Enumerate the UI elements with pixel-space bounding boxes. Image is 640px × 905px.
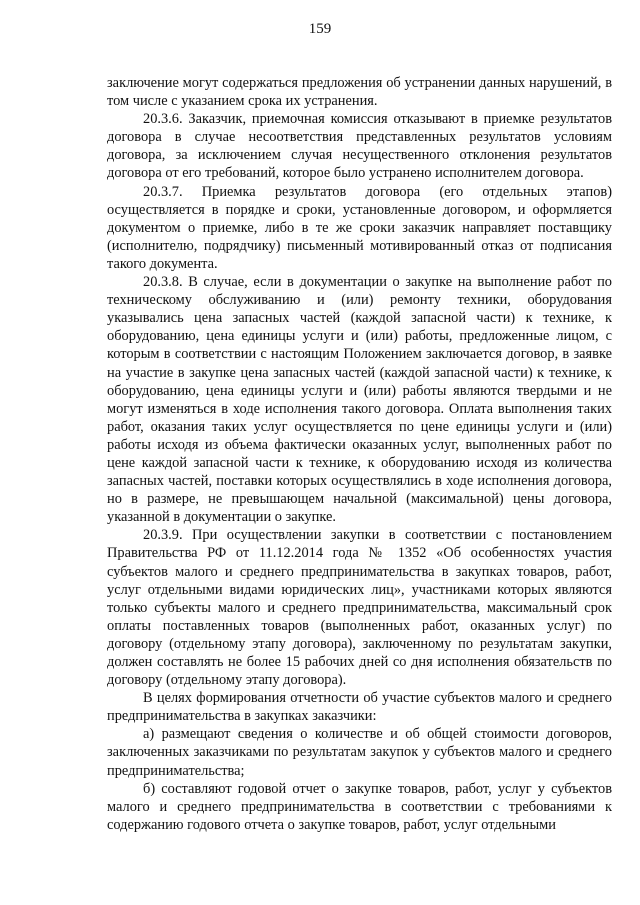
paragraph-20-3-6: 20.3.6. Заказчик, приемочная комиссия отказывают в приемке результатов договора в случае несоответствия представленных результатов условиям договора, за исключением случая несущественного отклонения результатов договора от его требований, которое было устранено исполнителем договора. [107,111,612,182]
paragraph-continuation: заключение могут содержаться предложения об устранении данных нарушений, в том числе с указанием срока их устранения. [107,75,612,110]
paragraph-20-3-8: 20.3.8. В случае, если в документации о закупке на выполнение работ по техническому обслуживанию и (или) ремонту техники, оборудования указывались цена запасных частей (каждой запасной части) к технике, к оборудованию, цена единицы услуги и (или) работы, предложенные лицом, с которым в соответствии с настоящим Положением заключается договор, в заявке на участие в закупке цена запасных частей (каждой запасной части) к технике, к оборудованию, цена единицы услуги и (или) работы являются твердыми и не могут изменяться в ходе исполнения такого договора. Оплата выполнения таких работ, оказания таких услуг осуществляется по цене единицы услуги и (или) работы исходя из объема фактически оказанных услуг, выполненных работ по цене каждой запасной части к технике, к оборудованию исходя из количества запасных частей, поставки которых осуществлялись в ходе исполнения договора, но в размере, не превышающем начальной (максимальной) цены договора, указанной в документации о закупке. [107,274,612,526]
paragraph-20-3-9: 20.3.9. При осуществлении закупки в соответствии с постановлением Правительства РФ от 11.12.2014 года № 1352 «Об особенностях участия субъектов малого и среднего предпринимательства в закупках товаров, работ, услуг отдельными видами юридических лиц», участниками которых являются только субъекты малого и среднего предпринимательства, максимальный срок оплаты поставленных товаров (выполненных работ, оказанных услуг) по договору (отдельному этапу договора), заключенному по результатам закупки, должен составлять не более 15 рабочих дней со дня исполнения обязательств по договору (отдельному этапу договора). [107,527,612,689]
document-body [107,74,612,834]
paragraph-20-3-7: 20.3.7. Приемка результатов договора (его отдельных этапов) осуществляется в порядке и сроки, установленные договором, и оформляется документом о приемке, либо в те же сроки заказчик направляет поставщику (исполнителю, подрядчику) письменный мотивированный отказ от подписания такого документа. [107,183,612,272]
list-item-a: а) размещают сведения о количестве и об общей стоимости договоров, заключенных заказчиками по результатам закупок у субъектов малого и среднего предпринимательства; [107,726,612,779]
paragraph-reporting-intro: В целях формирования отчетности об участие субъектов малого и среднего предпринимательства в закупках заказчики: [107,690,612,725]
page-number: 159 [308,21,332,37]
list-item-b: б) составляют годовой отчет о закупке товаров, работ, услуг у субъектов малого и среднего предпринимательства в соответствии с требованиями к содержанию годового отчета о закупке товаров, работ, услуг отдельными [107,780,612,833]
